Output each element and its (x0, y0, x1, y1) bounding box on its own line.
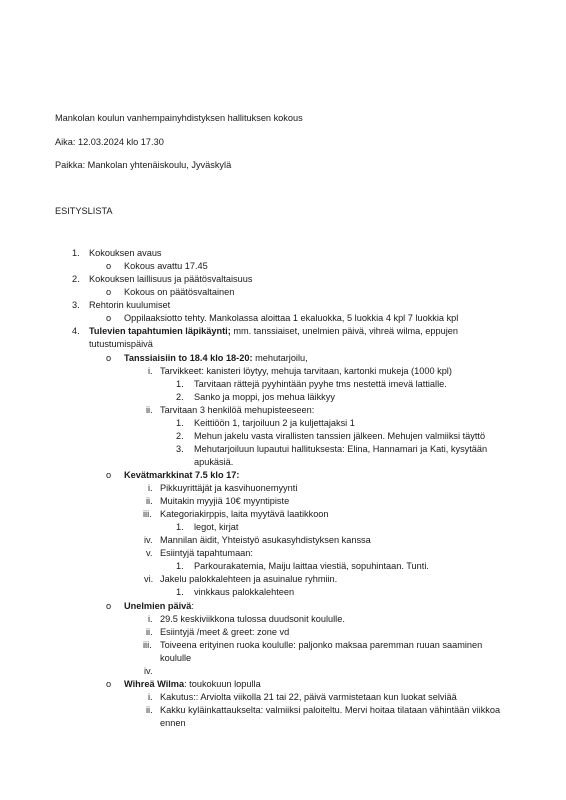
dance-helpers-2: Mehun jakelu vasta virallisten tanssien jälkeen. Mehujen valmiiksi täyttö (194, 431, 486, 441)
agenda-item-4-text: mm. tanssiaiset, unelmien päivä, vihreä wilma, eppujen (230, 326, 459, 336)
market-item-1: Pikkuyrittäjät ja kasvihuonemyynti (160, 483, 298, 493)
market-item-5-1: Parkourakatemia, Maiju laittaa viestiä, sopuhintaan. Tunti. (194, 561, 429, 571)
sub-number: 3. (176, 444, 184, 454)
meeting-title: Mankolan koulun vanhempainyhdistyksen hallituksen kokous (55, 113, 303, 123)
wilma-item-1: Kakutus:: Arviolta viikolla 21 tai 22, päivä varmistetaan kun luokat selviää (160, 692, 457, 702)
event-green-wilma-text: : toukokuun lopulla (184, 679, 261, 689)
sub-number: 1. (176, 379, 184, 389)
dream-day-item-3-cont: koululle (160, 653, 192, 663)
agenda-item-2: Kokouksen laillisuus ja päätösvaltaisuus (89, 274, 253, 284)
agenda-item-3-note: Oppilaaksiotto tehty. Mankolassa aloittaa 1 ekaluokka, 5 luokkia 4 kpl 7 luokkia kpl (124, 313, 459, 323)
bullet: o (106, 601, 112, 611)
roman-numeral: ii. (146, 496, 153, 506)
event-dance-text: mehutarjoilu, (252, 353, 308, 363)
market-item-3-1: legot, kirjat (194, 522, 239, 532)
sub-number: 1. (176, 522, 184, 532)
sub-number: 1. (176, 418, 184, 428)
event-dream-day (124, 601, 194, 612)
event-dream-day-bold: Unelmien päivä (124, 601, 192, 611)
agenda-item-1-note: Kokous avattu 17.45 (124, 261, 208, 271)
market-item-4: Mannilan äidit, Yhteistyö asukasyhdistyksen kanssa (160, 535, 371, 545)
item-number: 2. (72, 274, 80, 284)
agenda-item-4 (89, 326, 458, 337)
item-number: 4. (72, 326, 80, 336)
bullet: o (106, 470, 112, 480)
market-item-2: Muitakin myyjiä 10€ myyntipiste (160, 496, 290, 506)
agenda-item-4-cont: tutustumispäivä (89, 339, 153, 349)
event-spring-market: Kevätmarkkinat 7.5 klo 17: (124, 470, 240, 480)
dance-supplies-2: Sanko ja moppi, jos mehua läikkyy (194, 392, 335, 402)
sub-number: 1. (176, 561, 184, 571)
event-dance (124, 353, 308, 364)
event-dream-day-text: : (191, 601, 194, 611)
market-item-3: Kategoriakirppis, laita myytävä laatikkoon (160, 509, 329, 519)
dance-supplies-1: Tarvitaan rättejä pyyhintään pyyhe tms nestettä imevä lattialle. (194, 379, 447, 389)
roman-numeral: i. (148, 483, 153, 493)
item-number: 3. (72, 300, 80, 310)
roman-numeral: iii. (143, 509, 152, 519)
agenda-item-3: Rehtorin kuulumiset (89, 300, 171, 310)
bullet: o (106, 313, 112, 323)
agenda-heading: ESITYSLISTA (55, 206, 113, 216)
wilma-item-2: Kakku kyläinkattaukselta: valmiiksi paloiteltu. Mervi hoitaa tilataan vähintään viikkoa (160, 705, 501, 715)
sub-number: 1. (176, 587, 184, 597)
dance-helpers-1: Keittiöön 1, tarjoiluun 2 ja kuljettajaksi 1 (194, 418, 355, 428)
roman-numeral: i. (148, 614, 153, 624)
bullet: o (106, 261, 112, 271)
roman-numeral: iii. (143, 640, 152, 650)
dance-helpers-3-cont: apukäsiä. (194, 457, 234, 467)
agenda-item-2-note: Kokous on päätösvaltainen (124, 287, 235, 297)
bullet: o (106, 353, 112, 363)
meeting-place: Paikka: Mankolan yhtenäiskoulu, Jyväskylä (55, 160, 232, 170)
roman-numeral: i. (148, 366, 153, 376)
sub-number: 2. (176, 431, 184, 441)
wilma-item-2-cont: ennen (160, 718, 186, 728)
market-item-6: Jakelu palokkalehteen ja asuinalue ryhmiin. (160, 574, 338, 584)
roman-numeral: v. (146, 548, 153, 558)
roman-numeral: ii. (146, 627, 153, 637)
roman-numeral: i. (148, 692, 153, 702)
dream-day-item-1: 29.5 keskiviikkona tulossa duudsonit koululle. (160, 614, 345, 624)
roman-numeral: ii. (146, 705, 153, 715)
agenda-item-4-bold: Tulevien tapahtumien läpikäynti; (89, 326, 231, 336)
market-item-6-1: vinkkaus palokkalehteen (194, 587, 295, 597)
roman-numeral: vi. (144, 574, 154, 584)
roman-numeral: iv. (144, 535, 153, 545)
event-green-wilma (124, 679, 261, 690)
dance-helpers: Tarvitaan 3 henkilöä mehupisteeseen: (160, 405, 315, 415)
event-green-wilma-bold: Wihreä Wilma (124, 679, 185, 689)
roman-numeral: ii. (146, 405, 153, 415)
sub-number: 2. (176, 392, 184, 402)
agenda-item-1: Kokouksen avaus (89, 248, 162, 258)
dream-day-item-2: Esiintyjä /meet & greet: zone vd (160, 627, 290, 637)
event-dance-bold: Tanssiaisiin to 18.4 klo 18-20: (124, 353, 253, 363)
bullet: o (106, 287, 112, 297)
market-item-5: Esiintyjä tapahtumaan: (160, 548, 253, 558)
dream-day-item-3: Toiveena erityinen ruoka koululle: paljonko maksaa paremman ruuan saaminen (160, 640, 483, 650)
roman-numeral: iv. (144, 666, 153, 676)
item-number: 1. (72, 248, 80, 258)
meeting-time: Aika: 12.03.2024 klo 17.30 (55, 137, 164, 147)
bullet: o (106, 679, 112, 689)
dance-helpers-3: Mehutarjoiluun lupautui hallituksesta: Elina, Hannamari ja Kati, kysytään (194, 444, 488, 454)
dance-supplies: Tarvikkeet: kanisteri löytyy, mehuja tarvitaan, kartonki mukeja (1000 kpl) (160, 366, 452, 376)
